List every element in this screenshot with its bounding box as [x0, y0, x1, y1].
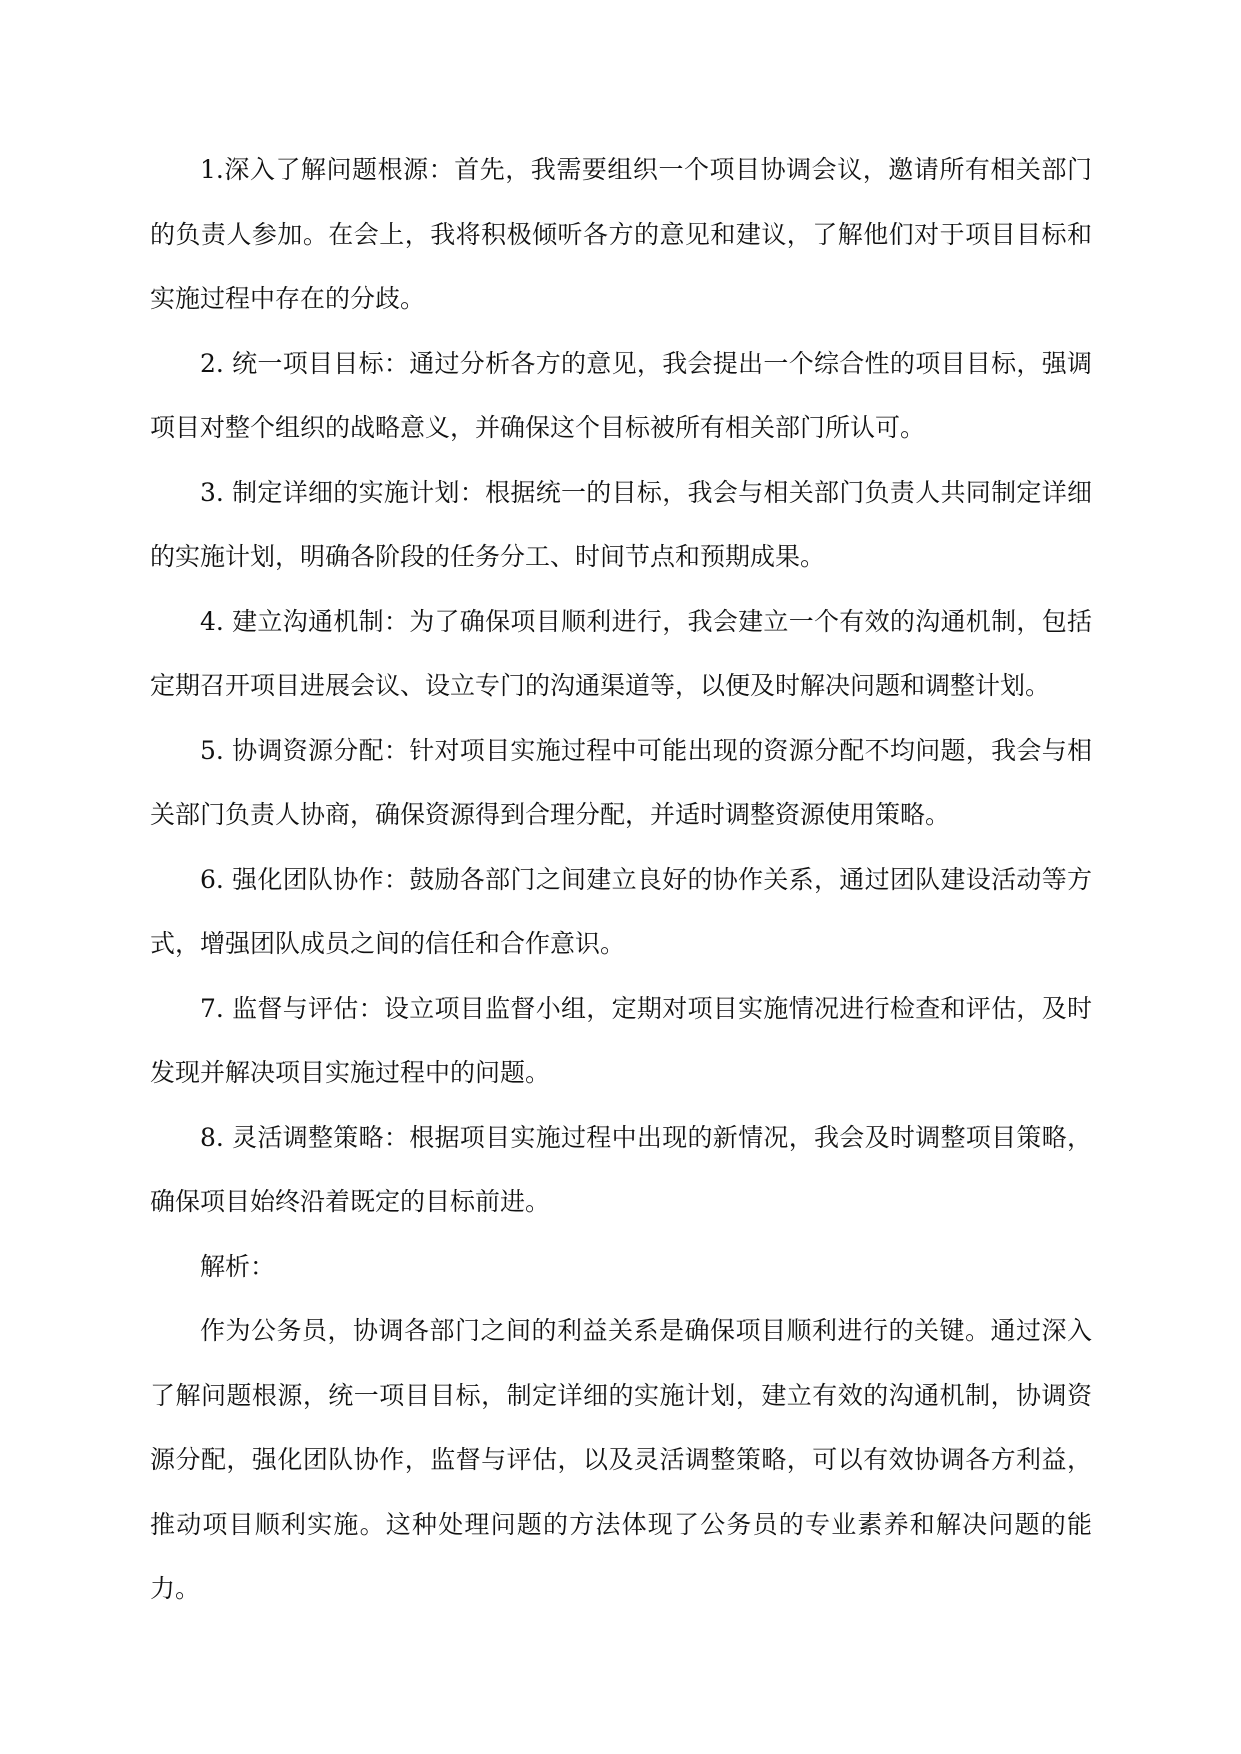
step-6-paragraph: 6. 强化团队协作：鼓励各部门之间建立良好的协作关系，通过团队建设活动等方式，增强团队成员之间的信任和合作意识。 [150, 864, 1092, 958]
step-4-paragraph: 4. 建立沟通机制：为了确保项目顺利进行，我会建立一个有效的沟通机制，包括定期召开项目进展会议、设立专门的沟通渠道等，以便及时解决问题和调整计划。 [150, 606, 1092, 700]
step-7-paragraph: 7. 监督与评估：设立项目监督小组，定期对项目实施情况进行检查和评估，及时发现并解决项目实施过程中的问题。 [150, 993, 1092, 1087]
analysis-paragraph: 作为公务员，协调各部门之间的利益关系是确保项目顺利进行的关键。通过深入了解问题根源，统一项目目标，制定详细的实施计划，建立有效的沟通机制，协调资源分配，强化团队协作，监督与评估，以及灵活调整策略，可以有效协调各方利益，推动项目顺利实施。这种处理问题的方法体现了公务员的专业素养和解决问题的能力。 [150, 1316, 1092, 1603]
step-5-paragraph: 5. 协调资源分配：针对项目实施过程中可能出现的资源分配不均问题，我会与相关部门负责人协商，确保资源得到合理分配，并适时调整资源使用策略。 [150, 735, 1092, 829]
step-1-paragraph: 1.深入了解问题根源：首先，我需要组织一个项目协调会议，邀请所有相关部门的负责人参加。在会上，我将积极倾听各方的意见和建议，了解他们对于项目目标和实施过程中存在的分歧。 [150, 155, 1092, 313]
step-8-paragraph: 8. 灵活调整策略：根据项目实施过程中出现的新情况，我会及时调整项目策略，确保项目始终沿着既定的目标前进。 [150, 1122, 1092, 1216]
document-body [150, 138, 1092, 1622]
step-2-paragraph: 2. 统一项目目标：通过分析各方的意见，我会提出一个综合性的项目目标，强调项目对整个组织的战略意义，并确保这个目标被所有相关部门所认可。 [150, 348, 1092, 442]
step-3-paragraph: 3. 制定详细的实施计划：根据统一的目标，我会与相关部门负责人共同制定详细的实施计划，明确各阶段的任务分工、时间节点和预期成果。 [150, 477, 1092, 571]
analysis-heading: 解析： [200, 1251, 276, 1281]
